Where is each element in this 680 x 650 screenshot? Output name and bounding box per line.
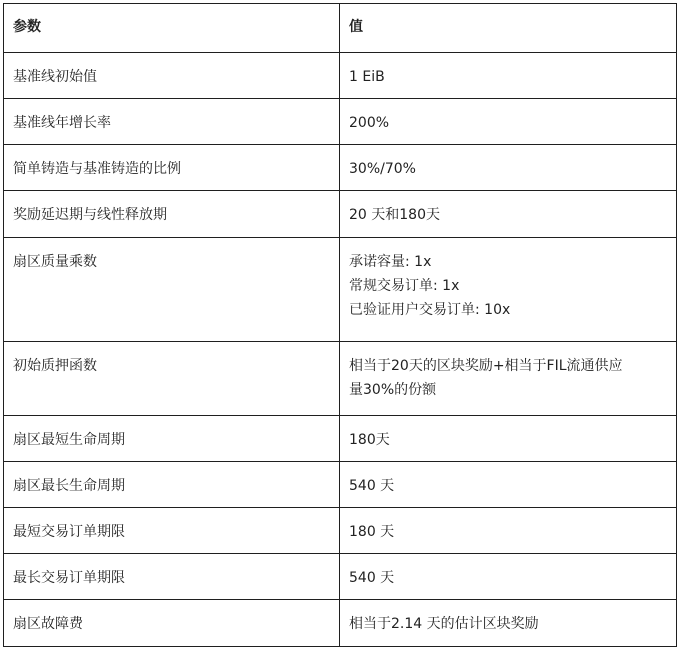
param-cell: 扇区故障费 [4,600,340,647]
value-cell [340,53,677,99]
value-cell [340,600,677,647]
value-line: 540 天 [349,478,395,494]
value-cell [340,99,677,145]
table-row [4,508,677,554]
param-cell: 基准线初始值 [4,53,340,99]
table-row [4,145,677,191]
param-cell: 初始质押函数 [4,342,340,416]
value-cell [340,342,677,416]
param-cell: 最长交易订单期限 [4,554,340,600]
value-cell [340,462,677,508]
param-cell: 基准线年增长率 [4,99,340,145]
param-cell: 扇区质量乘数 [4,238,340,342]
table-row [4,191,677,238]
value-cell [340,416,677,462]
value-line: 承诺容量: 1x [349,254,432,270]
parameter-table [3,3,677,647]
value-line: 20 天和180天 [349,207,440,223]
header-value: 值 [340,4,677,53]
value-cell [340,238,677,342]
table-row [4,554,677,600]
table-row [4,416,677,462]
parameter-table-container [3,3,676,647]
value-line: 常规交易订单: 1x [349,278,460,294]
value-cell [340,508,677,554]
value-line: 1 EiB [349,69,385,85]
value-line: 30%/70% [349,161,416,177]
table-row [4,600,677,647]
param-cell: 扇区最长生命周期 [4,462,340,508]
table-row [4,342,677,416]
table-header-row [4,4,677,53]
param-cell: 扇区最短生命周期 [4,416,340,462]
value-cell [340,191,677,238]
value-line: 200% [349,115,390,131]
param-cell: 简单铸造与基准铸造的比例 [4,145,340,191]
value-line: 量30%的份额 [349,382,437,398]
table-row [4,99,677,145]
value-line: 相当于20天的区块奖励+相当于FIL流通供应 [349,358,623,374]
value-cell [340,554,677,600]
value-cell [340,145,677,191]
param-cell: 最短交易订单期限 [4,508,340,554]
value-line: 已验证用户交易订单: 10x [349,302,511,318]
value-line: 180天 [349,432,390,448]
value-line: 180 天 [349,524,395,540]
header-param: 参数 [4,4,340,53]
table-row [4,462,677,508]
value-line: 相当于2.14 天的估计区块奖励 [349,616,539,632]
table-row [4,53,677,99]
table-row [4,238,677,342]
param-cell: 奖励延迟期与线性释放期 [4,191,340,238]
value-line: 540 天 [349,570,395,586]
